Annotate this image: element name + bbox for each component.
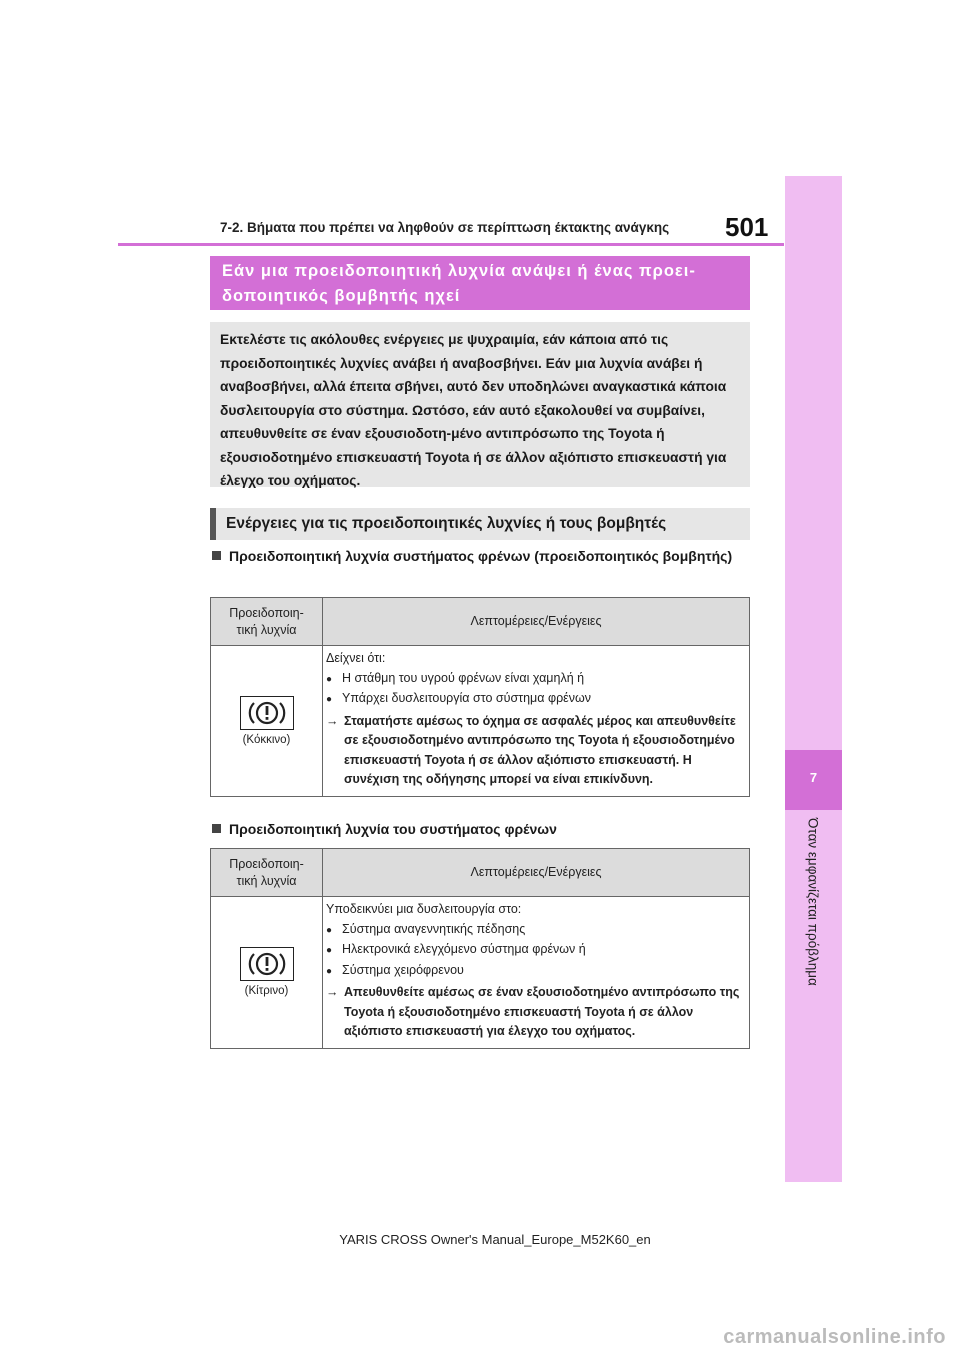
col-header-details: Λεπτομέρειες/Ενέργειες: [323, 849, 750, 897]
arrow-icon: →: [326, 985, 339, 999]
footer-manual-id: YARIS CROSS Owner's Manual_Europe_M52K60_en: [339, 1232, 651, 1247]
table-header-row: [211, 598, 750, 646]
header-rule: [118, 243, 784, 246]
section-title-line-1: Εάν μια προειδοποιητική λυχνία ανάψει ή ένας προει-: [222, 262, 696, 280]
details-intro: Υποδεικνύει μια δυσλειτουργία στο:: [326, 902, 522, 916]
page-number: 501: [725, 212, 769, 242]
table-row: [211, 646, 750, 797]
square-bullet-icon: [212, 824, 221, 833]
arrow-icon: →: [326, 713, 339, 728]
table-header-row: [211, 849, 750, 897]
bullet-item: ● Υπάρχει δυσλειτουργία στο σύστημα φρένων: [326, 689, 745, 710]
table-row: [211, 897, 750, 1049]
intro-paragraph: Εκτελέστε τις ακόλουθες ενέργειες με ψυχραιμία, εάν κάποια από τις προειδοποιητικές λυχνίες ανάβει ή αναβοσβήνει. Εάν μια λυχνία ανάβει ή αναβοσβήνει, αλλά έπειτα σβήνει, αυτό δεν υποδηλώνει αναγκαστικά κάποια δυσλειτουργία στο σύστημα. Ωστόσο, εάν αυτό εξακολουθεί να συμβαίνει, απευθυνθείτε σε έναν εξουσιοδοτη-μένο αντιπρόσωπο της Toyota ή εξουσιοδοτημένο επισκευαστή Toyota ή σε άλλον αξιόπιστο επισκευαστή για έλεγχο του οχήματος.: [210, 322, 750, 487]
action-instruction: → Σταματήστε αμέσως το όχημα σε ασφαλές μέρος και απευθυνθείτε σε εξουσιοδοτημένο αντιπρόσωπο της Toyota ή εξουσιοδοτημένο επισκευαστή Toyota ή σε άλλον αξιόπιστο επισκευαστή. Η συνέχιση της οδήγησης μπορεί να είναι επικίνδυνη.: [326, 713, 736, 786]
warning-light-cell: [211, 897, 323, 1049]
details-cell: [323, 897, 750, 1049]
brake-system-warning-icon: [240, 947, 294, 981]
item-heading-brake-system: Προειδοποιητική λυχνία του συστήματος φρένων: [212, 818, 759, 840]
col-header-light: Προειδοποιη- τική λυχνία: [211, 849, 323, 897]
icon-color-caption: (Κίτρινο): [244, 985, 289, 998]
bullet-item: ● Σύστημα αναγεννητικής πέδησης: [326, 920, 745, 941]
details-cell: [323, 646, 750, 797]
brake-warning-icon: [240, 696, 294, 730]
action-instruction: → Απευθυνθείτε αμέσως σε έναν εξουσιοδοτημένο αντιπρόσωπο της Toyota ή εξουσιοδοτημένο επισκευαστή Toyota ή σε άλλον αξιόπιστο επισκευαστή για έλεγχο του οχήματος.: [326, 985, 740, 1038]
item-heading-brake-warning: Προειδοποιητική λυχνία συστήματος φρένων (προειδοποιητικός βομβητής): [212, 545, 759, 567]
brake-system-table: [210, 848, 750, 1049]
details-intro: Δείχνει ότι:: [326, 651, 386, 665]
side-tab-label: Όταν εμφανίζεται πρόβλημα: [805, 818, 821, 986]
bullet-item: ● Σύστημα χειρόφρενου: [326, 961, 745, 982]
side-tab-number: 7: [809, 770, 818, 785]
bullet-item: ● Η στάθμη του υγρού φρένων είναι χαμηλή ή: [326, 669, 745, 690]
square-bullet-icon: [212, 551, 221, 560]
brake-warning-table: [210, 597, 750, 797]
section-title: [210, 256, 750, 310]
section-title-line-2: δοποιητικός βομβητής ηχεί: [222, 287, 461, 305]
subsection-title: Ενέργειες για τις προειδοποιητικές λυχνίες ή τους βομβητές: [210, 508, 750, 540]
col-header-details: Λεπτομέρειες/Ενέργειες: [323, 598, 750, 646]
chapter-heading: 7-2. Βήματα που πρέπει να ληφθούν σε περίπτωση έκτακτης ανάγκης: [220, 220, 670, 235]
icon-color-caption: (Κόκκινο): [242, 733, 291, 746]
warning-light-cell: [211, 646, 323, 797]
bullet-item: ● Ηλεκτρονικά ελεγχόμενο σύστημα φρένων ή: [326, 940, 745, 961]
col-header-light: Προειδοποιη- τική λυχνία: [211, 598, 323, 646]
watermark: carmanualsonline.info: [723, 1326, 946, 1348]
